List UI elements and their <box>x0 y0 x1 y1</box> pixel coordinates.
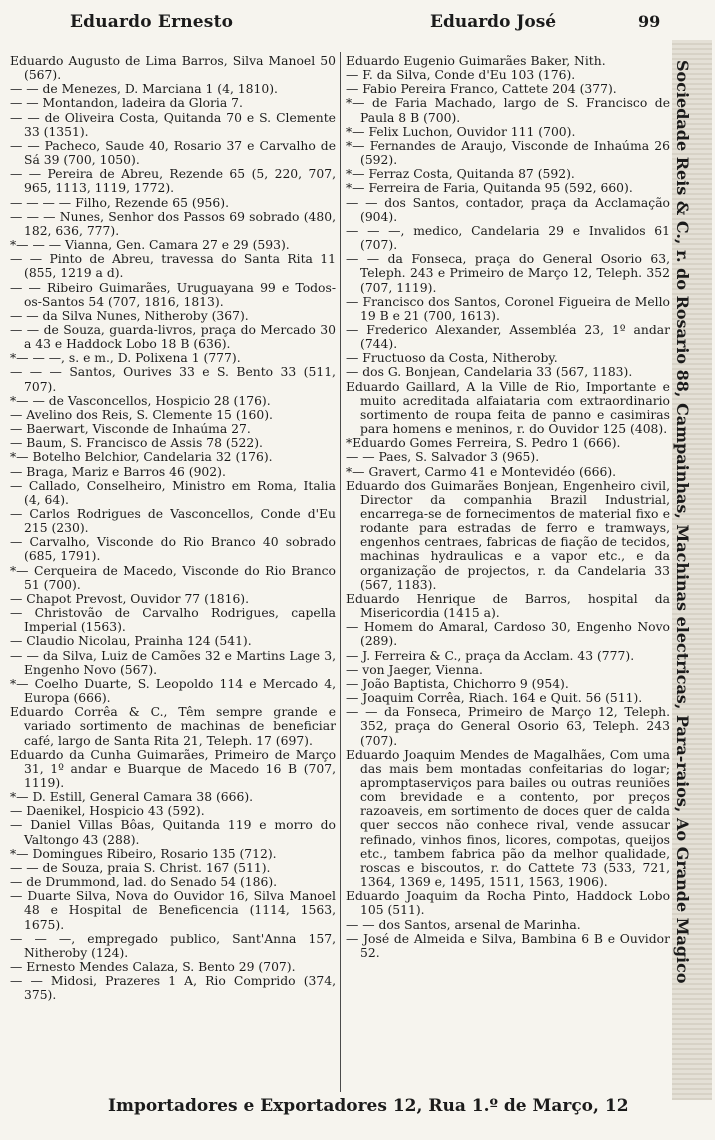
directory-entry: — Carvalho, Visconde do Rio Branco 40 sobrado (685, 1791). <box>10 535 336 564</box>
directory-entry: — — Montandon, ladeira da Gloria 7. <box>10 96 243 111</box>
running-head-left: Eduardo Ernesto <box>70 12 234 32</box>
directory-entry: — Duarte Silva, Nova do Ouvidor 16, Silva Manoel 48 e Hospital de Beneficencia (1114, 1563, 1675). <box>10 889 336 932</box>
directory-entry: *— Felix Luchon, Ouvidor 111 (700). <box>346 124 576 139</box>
side-advert-text: Sociedade Reis & C., r. do Rosario 88, Campainhas, Machinas electricas, Para-raios, Ao Grande Magico <box>673 60 692 984</box>
directory-entry: — — — Santos, Ourives 33 e S. Bento 33 (511, 707). <box>10 365 336 394</box>
directory-entry: *— — —, s. e m., D. Polixena 1 (777). <box>10 351 241 366</box>
directory-entry: *— — de Vasconcellos, Hospicio 28 (176). <box>10 393 271 408</box>
directory-entry: Eduardo Augusto de Lima Barros, Silva Manoel 50 (567). <box>10 54 336 83</box>
directory-entry: — — —, medico, Candelaria 29 e Invalidos 61 (707). <box>346 223 670 253</box>
directory-entry: *— — — Vianna, Gen. Camara 27 e 29 (593). <box>10 238 290 253</box>
directory-entry: — dos G. Bonjean, Candelaria 33 (567, 1183). <box>346 365 633 380</box>
directory-entry: *— Coelho Duarte, S. Leopoldo 114 e Mercado 4, Europa (666). <box>10 676 336 706</box>
directory-entry: *— Botelho Belchior, Candelaria 32 (176). <box>10 450 273 465</box>
directory-entry: *— Fernandes de Araujo, Visconde de Inhaúma 26 (592). <box>346 138 670 168</box>
directory-entry: — Chapot Prevost, Ouvidor 77 (1816). <box>10 591 250 606</box>
directory-entry: Eduardo Corrêa & C., Têm sempre grande e variado sortimento de machinas de beneficiar café, largo de Santa Rita 21, Teleph. 17 (697). <box>10 705 336 748</box>
directory-entry: — — Midosi, Prazeres 1 A, Rio Comprido (374, 375). <box>10 974 336 1003</box>
directory-entry: — — da Fonseca, praça do General Osorio 63, Teleph. 243 e Primeiro de Março 12, Teleph. 352 (707, 1119). <box>346 252 670 295</box>
directory-entry: — Callado, Conselheiro, Ministro em Roma, Italia (4, 64). <box>10 478 336 507</box>
directory-entry: — Baerwart, Visconde de Inhaúma 27. <box>10 422 251 437</box>
directory-entry: — — da Silva, Luiz de Camões 32 e Martins Lage 3, Engenho Novo (567). <box>10 648 336 677</box>
directory-entry: *— de Faria Machado, largo de S. Francisco de Paula 8 B (700). <box>346 96 670 125</box>
directory-entry: — Avelino dos Reis, S. Clemente 15 (160). <box>10 407 273 422</box>
directory-entry: — — Ribeiro Guimarães, Uruguayana 99 e Todos-os-Santos 54 (707, 1816, 1813). <box>10 280 336 309</box>
directory-entry: — José de Almeida e Silva, Bambina 6 B e Ouvidor 52. <box>346 931 670 960</box>
right-column <box>346 54 670 1089</box>
directory-entry: — — —, empregado publico, Sant'Anna 157, Nitheroby (124). <box>10 931 336 960</box>
directory-entry: — — da Fonseca, Primeiro de Março 12, Teleph. 352, praça do General Osorio 63, Teleph. 243 (707). <box>346 705 670 748</box>
directory-entry: — J. Ferreira & C., praça da Acclam. 43 (777). <box>346 648 635 663</box>
directory-entry: — — da Silva Nunes, Nitheroby (367). <box>10 308 249 323</box>
directory-entry: — Francisco dos Santos, Coronel Figueira de Mello 19 B e 21 (700, 1613). <box>346 294 670 323</box>
directory-entry: Eduardo Henrique de Barros, hospital da Misericordia (1415 a). <box>346 591 670 621</box>
directory-entry: Eduardo da Cunha Guimarães, Primeiro de Março 31, 1º andar e Buarque de Macedo 16 B (707, 1119). <box>10 747 336 790</box>
directory-entry: *— Gravert, Carmo 41 e Montevidéo (666). <box>346 464 617 479</box>
directory-entry: — Fructuoso da Costa, Nitheroby. <box>346 351 558 366</box>
directory-entry: — Daenikel, Hospicio 43 (592). <box>10 804 205 819</box>
directory-entry: — — — — Filho, Rezende 65 (956). <box>10 195 229 210</box>
directory-entry: *— Cerqueira de Macedo, Visconde do Rio Branco 51 (700). <box>10 563 336 592</box>
directory-entry: — Fabio Pereira Franco, Cattete 204 (377). <box>346 82 617 97</box>
directory-entry: — Christovão de Carvalho Rodrigues, capella Imperial (1563). <box>10 606 336 635</box>
directory-entry: *Eduardo Gomes Ferreira, S. Pedro 1 (666). <box>346 436 621 451</box>
directory-entry: — — de Oliveira Costa, Quitanda 70 e S. Clemente 33 (1351). <box>10 110 336 139</box>
directory-entry: — Claudio Nicolau, Prainha 124 (541). <box>10 634 252 649</box>
directory-entry: *— Ferreira de Faria, Quitanda 95 (592, 660). <box>346 181 633 196</box>
directory-entry: — — de Menezes, D. Marciana 1 (4, 1810). <box>10 82 278 97</box>
directory-entry: Eduardo dos Guimarães Bonjean, Engenheiro civil, Director da companhia Brazil Industrial, encarrega-se de fornecimentos de material fixo e rodante para estradas de ferro e tramways, engenhos centraes, fabricas de fiação de tecidos, machinas hydraulicas e a vapor etc., e da organização de projectos, r. da Candelaria 33 (567, 1183). <box>346 478 670 592</box>
page-header <box>0 0 715 50</box>
left-column <box>10 54 336 1089</box>
directory-entry: — Braga, Mariz e Barros 46 (902). <box>10 464 226 479</box>
directory-entry: — de Drummond, lad. do Senado 54 (186). <box>10 875 278 890</box>
directory-entry: Eduardo Joaquim Mendes de Magalhães, Com uma das mais bem montadas confeitarias do logar; apromptaserviços para bailes ou outras reuniões com brevidade e a contento, por preços razoaveis, em sortimento de doces quer de calda quer seccos não conhece rival, vende assucar refinado, vinhos finos, licores, compotas, queijos etc., tambem fabrica pão da melhor qualidade, roscas e biscoutos, r. do Cattete 73 (533, 721, 1364, 1369 e, 1495, 1511, 1563, 1906). <box>346 747 670 890</box>
directory-entry: Eduardo Joaquim da Rocha Pinto, Haddock Lobo 105 (511). <box>346 889 670 918</box>
page-number: 99 <box>638 12 661 31</box>
directory-entry: — João Baptista, Chichorro 9 (954). <box>346 676 569 691</box>
directory-entry: — — dos Santos, arsenal de Marinha. <box>346 917 581 932</box>
directory-entry: — Joaquim Corrêa, Riach. 164 e Quit. 56 (511). <box>346 691 643 706</box>
directory-entry: — — — Nunes, Senhor dos Passos 69 sobrado (480, 182, 636, 777). <box>10 209 336 238</box>
directory-entry: *— Ferraz Costa, Quitanda 87 (592). <box>346 167 575 182</box>
page-footer: Importadores e Exportadores 12, Rua 1.º de Março, 12 <box>108 1096 629 1116</box>
running-head-right: Eduardo José <box>430 12 557 32</box>
directory-entry: Eduardo Gaillard, A la Ville de Rio, Importante e muito acreditada alfaiataria com extraordinario sortimento de roupa feita de panno e casimiras para homens e meninos, r. do Ouvidor 125 (408). <box>346 379 670 437</box>
column-divider <box>340 52 341 1092</box>
directory-entry: — — Pinto de Abreu, travessa do Santa Rita 11 (855, 1219 a d). <box>10 252 336 281</box>
directory-entry: — — de Souza, guarda-livros, praça do Mercado 30 a 43 e Haddock Lobo 18 B (636). <box>10 322 336 352</box>
directory-entry: — — de Souza, praia S. Christ. 167 (511). <box>10 860 271 875</box>
directory-entry: — F. da Silva, Conde d'Eu 103 (176). <box>346 68 576 83</box>
directory-entry: — — Paes, S. Salvador 3 (965). <box>346 450 540 465</box>
directory-entry: — Ernesto Mendes Calaza, S. Bento 29 (707). <box>10 960 296 974</box>
directory-entry: Eduardo Eugenio Guimarães Baker, Nith. <box>346 54 606 68</box>
directory-entry: *— D. Estill, General Camara 38 (666). <box>10 790 254 805</box>
directory-entry: — Baum, S. Francisco de Assis 78 (522). <box>10 436 263 451</box>
directory-entry: — Homem do Amaral, Cardoso 30, Engenho Novo (289). <box>346 620 670 649</box>
directory-entry: — von Jaeger, Vienna. <box>346 662 483 677</box>
directory-entry: — — Pacheco, Saude 40, Rosario 37 e Carvalho de Sá 39 (700, 1050). <box>10 138 336 168</box>
directory-entry: — — dos Santos, contador, praça da Acclamação (904). <box>346 195 670 224</box>
directory-entry: *— Domingues Ribeiro, Rosario 135 (712). <box>10 846 277 861</box>
directory-entry: — — Pereira de Abreu, Rezende 65 (5, 220, 707, 965, 1113, 1119, 1772). <box>10 167 336 196</box>
directory-entry: — Carlos Rodrigues de Vasconcellos, Conde d'Eu 215 (230). <box>10 507 336 536</box>
directory-entry: — Frederico Alexander, Assembléa 23, 1º andar (744). <box>346 322 670 352</box>
directory-entry: — Daniel Villas Bôas, Quitanda 119 e morro do Valtongo 43 (288). <box>10 818 336 847</box>
